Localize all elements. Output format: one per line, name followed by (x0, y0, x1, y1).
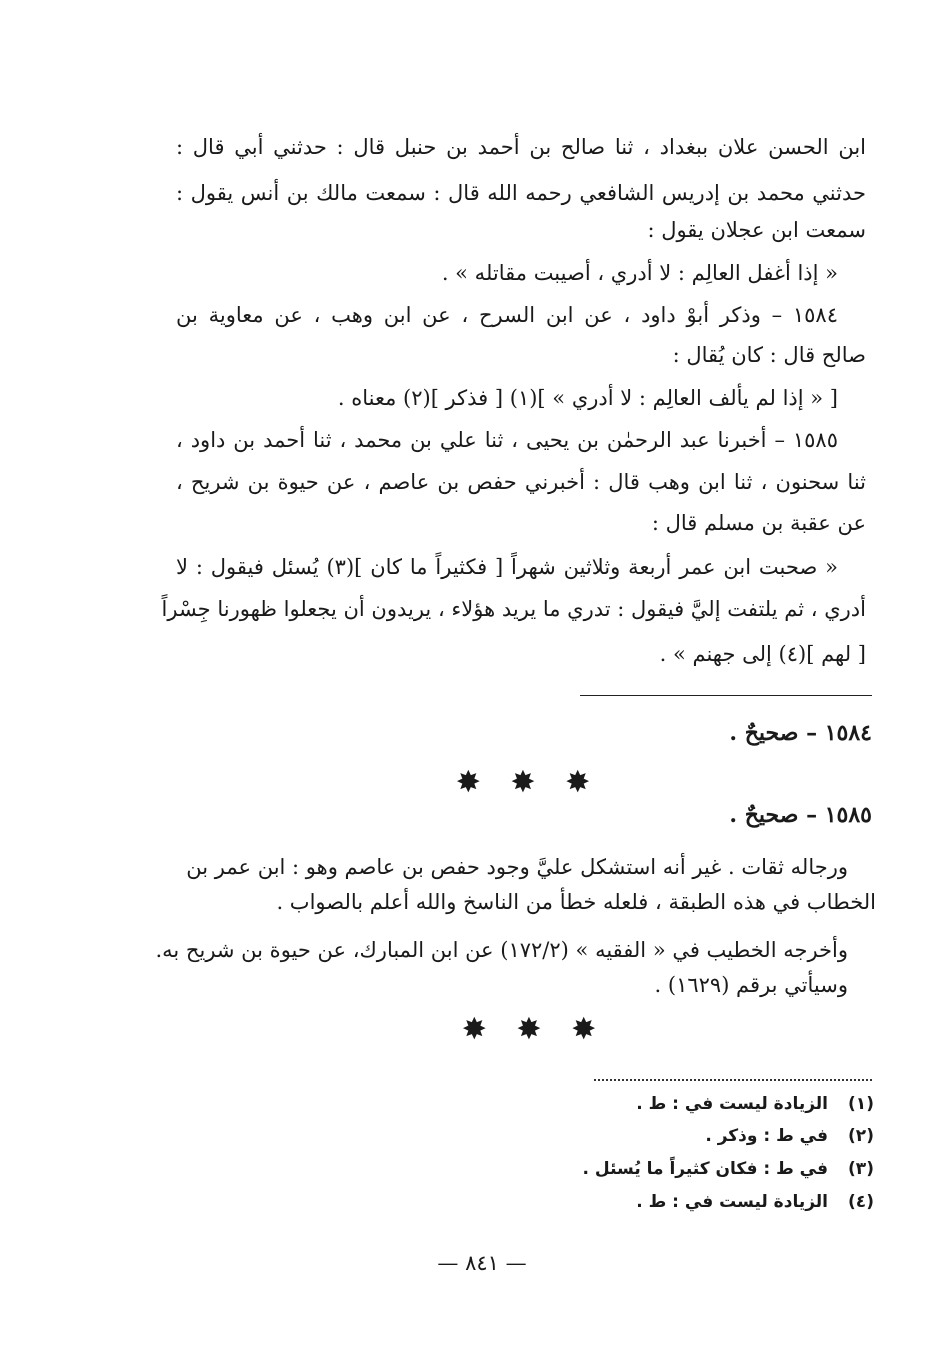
hadith-1584-line: ١٥٨٤ – وذكر أبوْ داود ، عن ابن السرح ، عن ابن وهب ، عن معاوية بن (176, 303, 838, 327)
body-line: حدثني محمد بن إدريس الشافعي رحمه الله قال : سمعت مالك بن أنس يقول : (176, 181, 866, 205)
ruling-1584: ١٥٨٤ – صحيحٌ . (729, 720, 872, 746)
quote-line: « صحبت ابن عمر أربعة وثلاثين شهراً [ فكثيراً ما كان ](٣) يُسئل فيقول : لا (176, 555, 838, 579)
footnote (480, 1190, 880, 1216)
footnote-number: (٣) (848, 1159, 874, 1179)
commentary-line: ورجاله ثقات . غير أنه استشكل عليَّ وجود حفص بن عاصم وهو : ابن عمر بن (186, 855, 848, 879)
body-line: صالح قال : كان يُقال : (672, 343, 866, 367)
body-line: سمعت ابن عجلان يقول : (647, 218, 866, 242)
footnote (480, 1092, 880, 1118)
footnote-text: في ط : فكان كثيراً ما يُسئل . (582, 1159, 828, 1179)
body-line: ثنا سحنون ، ثنا ابن وهب قال : أخبرني حفص بن عاصم ، عن حيوة بن شريح ، (176, 470, 866, 494)
commentary-line: الخطاب في هذه الطبقة ، فلعله خطأ من الناسخ والله أعلم بالصواب . (276, 890, 876, 914)
commentary-line: وسيأتي برقم (١٦٢٩) . (654, 973, 848, 997)
section-divider (580, 695, 872, 696)
footnote (480, 1157, 880, 1183)
quote-line: « إذا أغفل العالِم : لا أدري ، أصيبت مقاتله » . (441, 261, 838, 285)
footnote-text: الزيادة ليست في : ط . (636, 1094, 828, 1114)
footnote (480, 1124, 880, 1150)
page-number: — ٨٤١ — (437, 1251, 527, 1275)
ruling-1585: ١٥٨٥ – صحيحٌ . (729, 802, 872, 828)
body-line: عن عقبة بن مسلم قال : (651, 511, 866, 535)
commentary-line: وأخرجه الخطيب في « الفقيه » (١٧٢/٢) عن ابن المبارك، عن حيوة بن شريح به. (155, 938, 848, 962)
hadith-1585-line: ١٥٨٥ – أخبرنا عبد الرحمٰن بن يحيى ، ثنا علي بن محمد ، ثنا أحمد بن داود ، (176, 428, 838, 452)
quote-line: [ « إذا لم يألف العالِم : لا أدري » ](١) [ فذكر ](٢) معناه . (337, 386, 838, 410)
star-separator-icon: ✸ ✸ ✸ (461, 1012, 607, 1047)
footnote-number: (١) (848, 1094, 874, 1114)
footnote-text: في ط : وذكر . (705, 1126, 828, 1146)
body-line: أدري ، ثم يلتفت إليَّ فيقول : تدري ما يريد هؤلاء ، يريدون أن يجعلوا ظهورنا جِسْراً (161, 597, 866, 621)
body-line: ابن الحسن علان ببغداد ، ثنا صالح بن أحمد بن حنبل قال : حدثني أبي قال : (176, 135, 866, 159)
star-separator-icon: ✸ ✸ ✸ (455, 765, 601, 800)
footnote-separator (594, 1079, 872, 1081)
quote-line: [ لهم ](٤) إلى جهنم » . (659, 642, 866, 666)
footnote-number: (٤) (848, 1192, 874, 1212)
footnote-text: الزيادة ليست في : ط . (636, 1192, 828, 1212)
footnote-number: (٢) (848, 1126, 874, 1146)
